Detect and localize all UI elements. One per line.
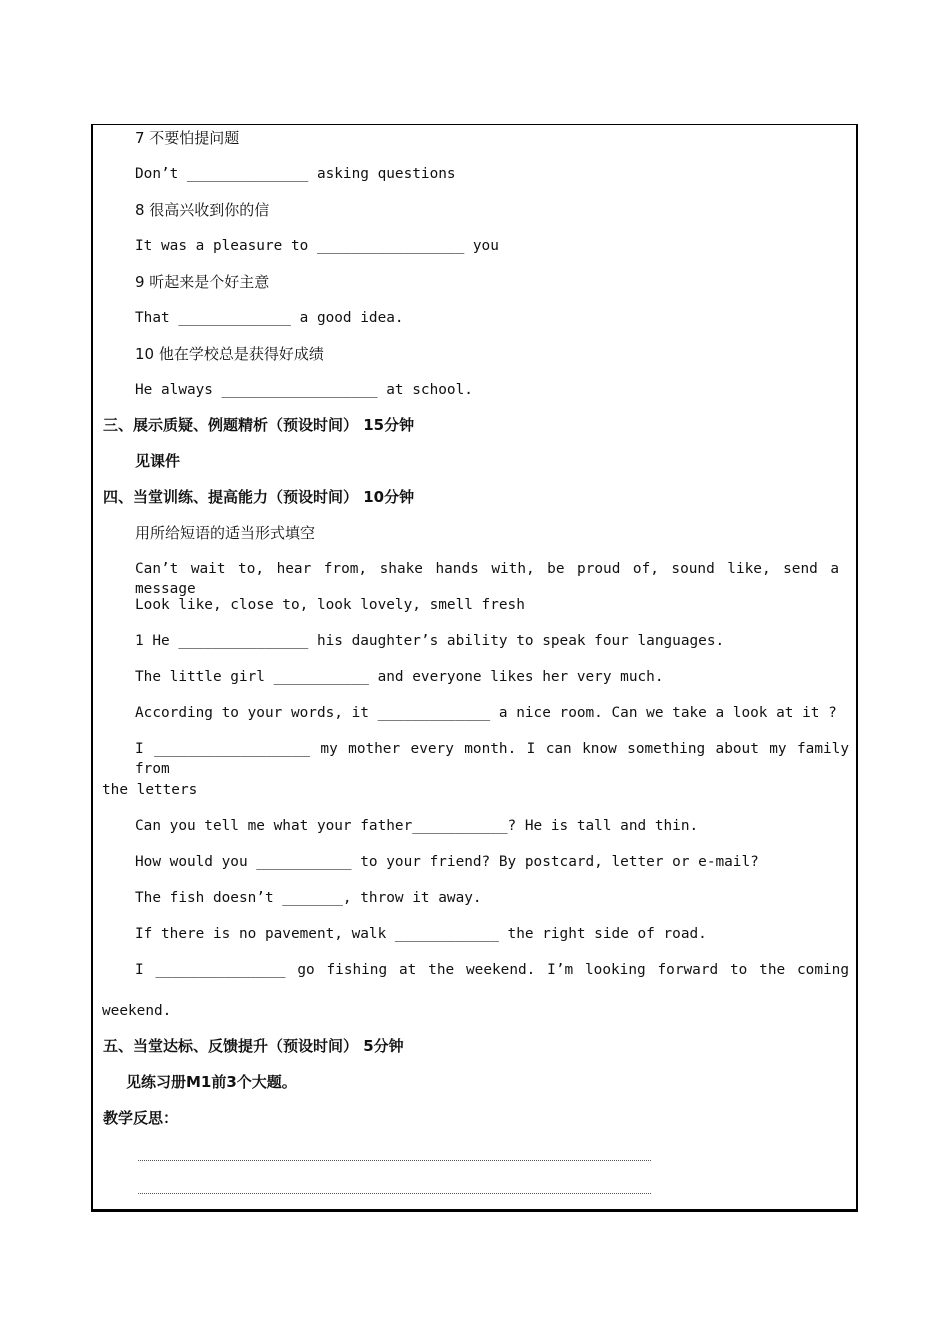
reflection-line-2[interactable]	[138, 1193, 651, 1194]
question-8-chinese: 8 很高兴收到你的信	[135, 201, 270, 219]
reflection-label: 教学反思：	[103, 1109, 179, 1127]
exercise-8: If there is no pavement, walk ____________ the right side of road.	[135, 926, 707, 942]
reflection-line-1[interactable]	[138, 1160, 651, 1161]
section-3-body: 见课件	[135, 452, 181, 470]
phrase-bank-line-1: Can’t wait to, hear from, shake hands with, be proud of, sound like, send a message	[135, 561, 839, 597]
exercise-4-line-2: the letters	[102, 782, 198, 798]
question-8-english: It was a pleasure to _________________ you	[135, 238, 499, 254]
exercise-7: The fish doesn’t _______, throw it away.	[135, 890, 482, 906]
question-9-english: That _____________ a good idea.	[135, 310, 404, 326]
phrase-bank-line-2: Look like, close to, look lovely, smell fresh	[135, 597, 525, 613]
exercise-9-line-1: I _______________ go fishing at the weekend. I’m looking forward to the coming	[135, 962, 849, 978]
section-4-instruction: 用所给短语的适当形式填空	[135, 524, 316, 542]
question-7-chinese: 7 不要怕提问题	[135, 129, 240, 147]
question-10-english: He always __________________ at school.	[135, 382, 473, 398]
section-5-body: 见练习册M1前3个大题。	[126, 1073, 297, 1091]
section-5-heading: 五、当堂达标、反馈提升（预设时间） 5分钟	[103, 1037, 404, 1055]
exercise-5: Can you tell me what your father___________? He is tall and thin.	[135, 818, 699, 834]
question-9-chinese: 9 听起来是个好主意	[135, 273, 270, 291]
exercise-4-line-1: I __________________ my mother every month. I can know something about my family from	[135, 741, 849, 777]
section-4-heading: 四、当堂训练、提高能力（预设时间） 10分钟	[103, 488, 415, 506]
exercise-2: The little girl ___________ and everyone likes her very much.	[135, 669, 664, 685]
exercise-3: According to your words, it _____________ a nice room. Can we take a look at it ?	[135, 705, 837, 721]
section-3-heading: 三、展示质疑、例题精析（预设时间） 15分钟	[103, 416, 415, 434]
exercise-9-line-2: weekend.	[102, 1003, 172, 1019]
exercise-1: 1 He _______________ his daughter’s ability to speak four languages.	[135, 633, 725, 649]
exercise-6: How would you ___________ to your friend? By postcard, letter or e-mail?	[135, 854, 759, 870]
question-10-chinese: 10 他在学校总是获得好成绩	[135, 345, 324, 363]
question-7-english: Don’t ______________ asking questions	[135, 166, 456, 182]
